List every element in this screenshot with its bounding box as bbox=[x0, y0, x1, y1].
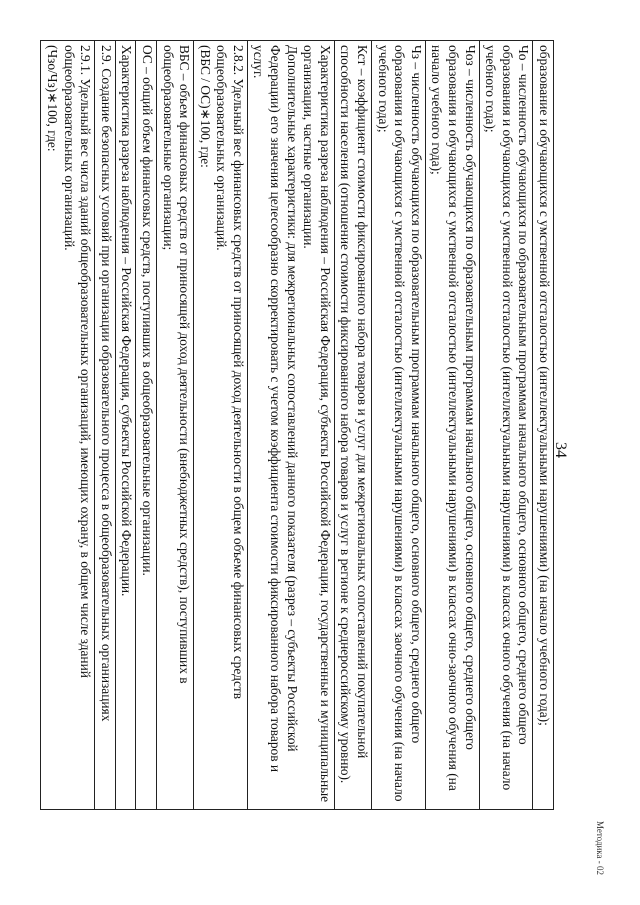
table-row bbox=[479, 41, 533, 810]
cell-text: 2.9.1. Удельный вес числа зданий общеобразовательных организаций, имеющих охрану, в общем числе зданий общеобразовательных организаций. bbox=[61, 45, 94, 678]
footer-label: Методика - 02 bbox=[595, 820, 605, 876]
table-row bbox=[95, 41, 116, 810]
cell-text: Дополнительные характеристики: для межрегиональных сопоставлений данного показателя (разрез – субъекты Российской Федерации) его значения целесообразно скорректировать с учетом коэффициента стоимости фиксированного набора товаров и услуг. bbox=[251, 45, 300, 773]
table-row bbox=[372, 41, 426, 810]
cell-text: ВБС – объем финансовых средств от приносящей доход деятельности (внебюджетных средств), поступивших в общеобразовательные организации; bbox=[160, 45, 193, 684]
table-row bbox=[194, 41, 248, 810]
cell-text: ОС – общий объем финансовых средств, поступивших в общеобразовательные организации. bbox=[139, 45, 155, 576]
table-cell bbox=[425, 41, 479, 810]
cell-text: Характеристика разреза наблюдения – Российская Федерация, субъекты Российской Федерации, государственные и муниципальные организации, частные организации. bbox=[301, 45, 333, 803]
table-cell bbox=[372, 41, 426, 810]
table-row bbox=[41, 41, 95, 810]
page-number: 34 bbox=[552, 442, 569, 458]
cell-text: Чо – численность обучающихся по образовательным программам начального общего, основного общего, среднего общего образования и обучающихся с умственной отсталостью (интеллектуальными нарушениями) в классах очного обучения (на начало учебного года); bbox=[483, 45, 532, 791]
table-cell bbox=[156, 41, 193, 810]
table-cell bbox=[194, 41, 248, 810]
table-row bbox=[533, 41, 554, 810]
cell-text: 2.8.2. Удельный вес финансовых средств от приносящей доход деятельности в общем объеме финансовых средств общеобразовательных организаций. bbox=[214, 45, 246, 700]
table-cell bbox=[479, 41, 533, 810]
cell-text: Чоз – численность обучающихся по образовательным программам начального общего, основного общего, среднего общего образования и обучающихся с умственной отсталостью (интеллектуальными нарушениями) в классах очно-заочного обучения (на начало учебного года); bbox=[429, 45, 478, 791]
table-row bbox=[334, 41, 371, 810]
cell-text: (ВБС / ОС)∗100, где: bbox=[197, 45, 213, 168]
table-cell bbox=[247, 41, 334, 810]
cell-text: 2.9. Создание безопасных условий при организации образовательного процесса в общеобразовательных организациях bbox=[98, 45, 114, 722]
cell-text: (Чзо/Чз)∗100, где: bbox=[44, 45, 60, 152]
methodology-table bbox=[40, 40, 554, 810]
table-cell bbox=[136, 41, 157, 810]
table-row bbox=[247, 41, 334, 810]
table-cell bbox=[533, 41, 554, 810]
cell-text: образование и обучающихся с умственной отсталостью (интеллектуальными нарушениями) (на начало учебного года); bbox=[537, 45, 552, 726]
table-row bbox=[115, 41, 136, 810]
cell-text: Характеристика разреза наблюдения – Российская Федерация, субъекты Российской Федерации. bbox=[119, 45, 135, 597]
table-row bbox=[136, 41, 157, 810]
cell-text: Кст – коэффициент стоимости фиксированного набора товаров и услуг для межрегиональных сопоставлений покупательной способности населения (отношение стоимости фиксированного набора товаров и услуг в регионе к среднероссийскому уровню). bbox=[338, 45, 371, 784]
table-cell bbox=[334, 41, 371, 810]
table-cell bbox=[95, 41, 116, 810]
table-row bbox=[156, 41, 193, 810]
table-cell bbox=[115, 41, 136, 810]
cell-text: Чз – численность обучающихся по образовательным программам начального общего, основного общего, среднего общего образования и обучающихся с умственной отсталостью (интеллектуальными нарушениями) в классах заочного обучения (на начало учебного года); bbox=[375, 45, 424, 802]
table-cell bbox=[41, 41, 95, 810]
table-row bbox=[425, 41, 479, 810]
